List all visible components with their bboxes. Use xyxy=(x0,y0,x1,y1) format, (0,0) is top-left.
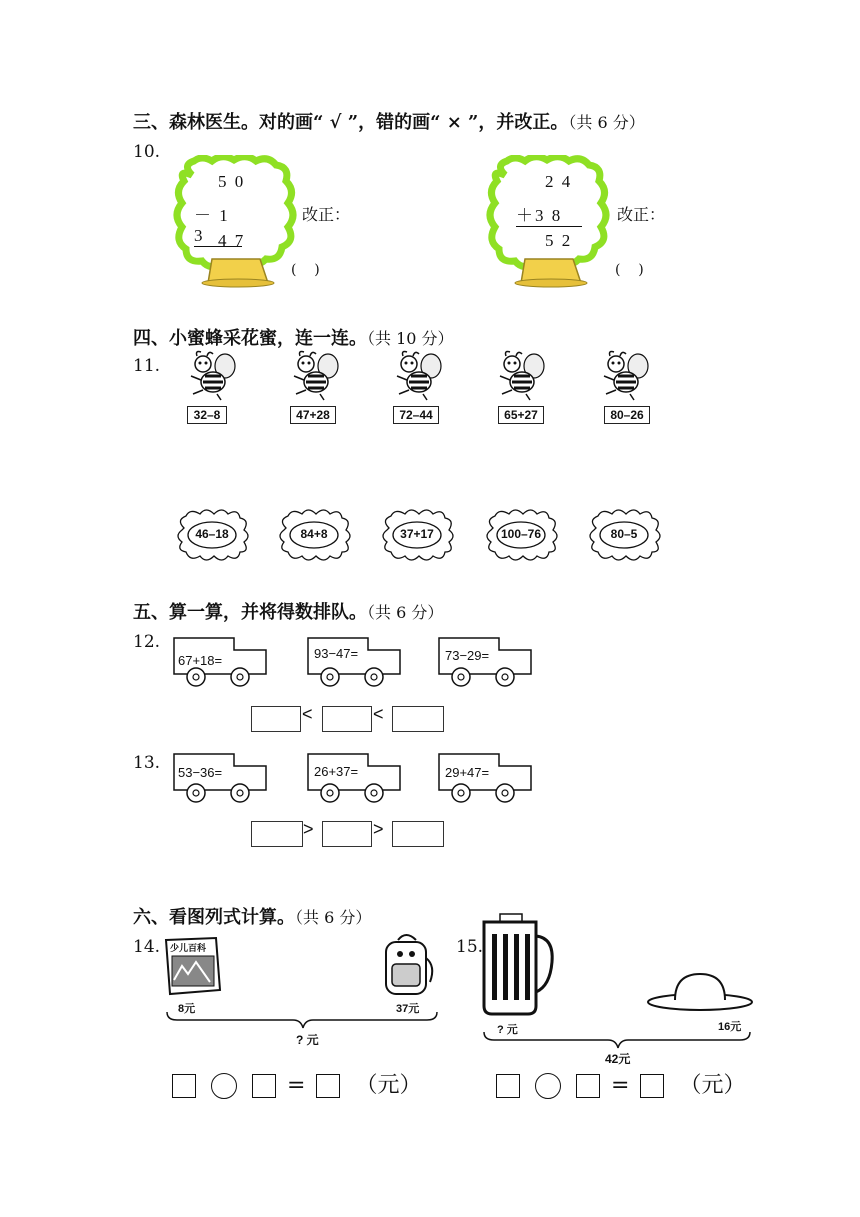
flower-card[interactable] xyxy=(274,508,354,562)
brace-icon xyxy=(482,1030,754,1050)
equals-sign: = xyxy=(611,1073,630,1098)
equation-row xyxy=(172,1068,421,1099)
result-box[interactable] xyxy=(316,1074,340,1098)
question-number-14: 14. xyxy=(133,937,161,957)
bee-card[interactable] xyxy=(183,350,239,424)
bee-icon xyxy=(492,350,548,402)
answer-box[interactable] xyxy=(392,821,444,847)
hat-price: 16元 xyxy=(718,1021,742,1033)
question-number-12: 12. xyxy=(133,632,161,652)
backpack-price: 37元 xyxy=(396,1003,420,1015)
tree2-op: ＋3 8 xyxy=(516,201,582,227)
section5-title-text: 五、算一算，并将得数排队。 xyxy=(133,602,367,623)
bee-expression: 32–8 xyxy=(187,406,227,424)
number-box[interactable] xyxy=(576,1074,600,1098)
operator-circle[interactable] xyxy=(535,1073,561,1099)
truck-card xyxy=(437,752,533,804)
truck-expression: 73−29= xyxy=(445,648,490,663)
book-title: 少儿百科 xyxy=(170,944,207,954)
total-price: ? 元 xyxy=(296,1033,319,1047)
section6-title-text: 六、看图列式计算。 xyxy=(133,907,295,928)
operator-circle[interactable] xyxy=(211,1073,237,1099)
tree2-result: 5 2 xyxy=(545,231,573,250)
answer-box[interactable] xyxy=(392,706,444,732)
truck-expression: 29+47= xyxy=(445,765,490,780)
bee-card[interactable] xyxy=(389,350,445,424)
tree2-top: 2 4 xyxy=(545,172,573,191)
bee-card[interactable] xyxy=(596,350,652,424)
flower-expression: 84+8 xyxy=(300,527,328,541)
section4-points: （共 10 分） xyxy=(367,329,454,348)
flower-expression: 46–18 xyxy=(195,527,229,541)
bee-icon xyxy=(389,350,445,402)
bee-icon xyxy=(183,350,239,402)
flower-card[interactable] xyxy=(172,508,252,562)
bee-expression: 65+27 xyxy=(498,406,544,424)
bee-expression: 80–26 xyxy=(604,406,650,424)
flower-expression: 100–76 xyxy=(500,527,542,541)
section3-title-text: 三、森林医生。对的画“ √ ”，错的画“ × ”，并改正。 xyxy=(133,112,569,133)
tree1-result: 4 7 xyxy=(218,231,246,250)
bee-icon xyxy=(596,350,652,402)
answer-box[interactable] xyxy=(322,821,372,847)
answer-box[interactable] xyxy=(322,706,372,732)
tree1-top: 5 0 xyxy=(218,172,246,191)
bee-card[interactable] xyxy=(286,350,342,424)
section3-points: （共 6 分） xyxy=(568,113,645,132)
tree2-correct-label: 改正： xyxy=(617,205,666,224)
total-price: 42元 xyxy=(605,1052,631,1066)
pitcher-icon xyxy=(478,912,558,1016)
truck-expression: 67+18= xyxy=(178,653,223,668)
truck-card xyxy=(172,636,268,688)
comparison-sign: < xyxy=(373,704,384,724)
answer-box[interactable] xyxy=(251,821,303,847)
bee-expression: 72–44 xyxy=(393,406,439,424)
question-number-11: 11. xyxy=(133,356,161,376)
flower-expression: 80–5 xyxy=(610,527,638,541)
answer-box[interactable] xyxy=(251,706,301,732)
truck-card xyxy=(306,636,402,688)
section5-points: （共 6 分） xyxy=(367,603,444,622)
bee-icon xyxy=(286,350,342,402)
equals-sign: = xyxy=(287,1073,306,1098)
tree1-answer-paren[interactable]: ( ) xyxy=(291,262,320,278)
truck-card xyxy=(172,752,268,804)
truck-expression: 26+37= xyxy=(314,764,359,779)
truck-card xyxy=(437,636,533,688)
section4-title-text: 四、小蜜蜂采花蜜，连一连。 xyxy=(133,328,367,349)
section6-points: （共 6 分） xyxy=(295,908,372,927)
tree2-answer-paren[interactable]: ( ) xyxy=(615,262,644,278)
flower-card[interactable] xyxy=(481,508,561,562)
book-image xyxy=(164,936,222,996)
truck-expression: 93−47= xyxy=(314,646,359,661)
number-box[interactable] xyxy=(172,1074,196,1098)
flower-card[interactable] xyxy=(377,508,457,562)
comparison-sign: > xyxy=(303,819,314,839)
truck-icon xyxy=(306,636,402,688)
section6-title xyxy=(133,903,371,929)
unit-label: （元） xyxy=(355,1073,422,1098)
section4-title xyxy=(133,324,454,350)
comparison-sign: < xyxy=(302,704,313,724)
question-number-10: 10. xyxy=(133,142,161,162)
equation-row xyxy=(496,1068,745,1099)
section5-title xyxy=(133,598,443,624)
book-price: 8元 xyxy=(178,1003,196,1015)
unit-label: （元） xyxy=(679,1073,746,1098)
brace-icon xyxy=(165,1010,440,1030)
tree1-op: － 1 3 xyxy=(194,201,242,247)
hat-icon xyxy=(645,970,755,1012)
result-box[interactable] xyxy=(640,1074,664,1098)
truck-expression: 53−36= xyxy=(178,765,223,780)
question-number-15: 15. xyxy=(456,937,484,957)
flower-card[interactable] xyxy=(584,508,664,562)
flower-expression: 37+17 xyxy=(400,527,434,541)
number-box[interactable] xyxy=(252,1074,276,1098)
bee-expression: 47+28 xyxy=(290,406,336,424)
backpack-icon xyxy=(376,932,438,998)
bee-card[interactable] xyxy=(492,350,548,424)
truck-card xyxy=(306,752,402,804)
number-box[interactable] xyxy=(496,1074,520,1098)
comparison-sign: > xyxy=(373,819,384,839)
pitcher-price: ? 元 xyxy=(497,1024,518,1036)
tree1-correct-label: 改正： xyxy=(302,205,351,224)
question-number-13: 13. xyxy=(133,753,161,773)
section3-title xyxy=(133,108,645,134)
